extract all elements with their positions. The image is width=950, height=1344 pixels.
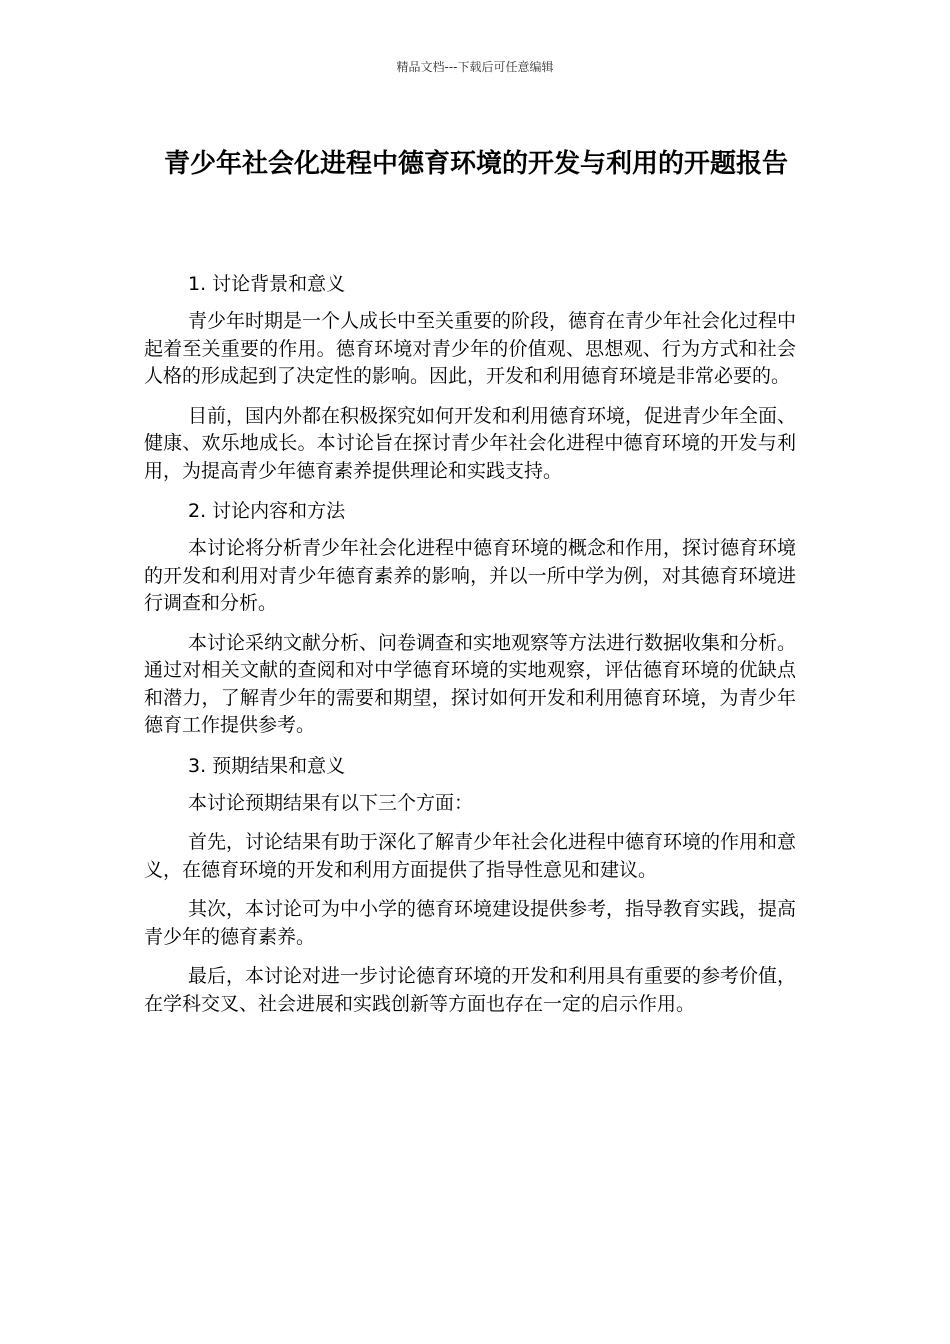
- paragraph: 本讨论将分析青少年社会化进程中德育环境的概念和作用，探讨德育环境的开发和利用对青少年德育素养的影响，并以一所中学为例，对其德育环境进行调查和分析。: [144, 537, 797, 614]
- section-heading: 2. 讨论内容和方法: [188, 500, 346, 522]
- paragraph: 首先，讨论结果有助于深化了解青少年社会化进程中德育环境的作用和意义，在德育环境的开发和利用方面提供了指导性意见和建议。: [144, 831, 797, 881]
- section-heading: 1. 讨论背景和意义: [188, 273, 346, 295]
- page-header-note: 精品文档---下载后可任意编辑: [396, 60, 554, 74]
- document-body: [144, 270, 796, 1030]
- section-content-methods: [144, 497, 796, 740]
- document-title: 青少年社会化进程中德育环境的开发与利用的开题报告: [163, 149, 788, 179]
- paragraph: 其次，本讨论可为中小学的德育环境建设提供参考，指导教育实践，提高青少年的德育素养。: [144, 898, 797, 948]
- paragraph: 本讨论采纳文献分析、问卷调查和实地观察等方法进行数据收集和分析。通过对相关文献的查阅和对中学德育环境的实地观察，评估德育环境的优缺点和潜力，了解青少年的需要和期望，探讨如何开发和利用德育环境，为青少年德育工作提供参考。: [144, 631, 797, 736]
- paragraph: 本讨论预期结果有以下三个方面：: [188, 791, 474, 814]
- paragraph: 青少年时期是一个人成长中至关重要的阶段，德育在青少年社会化过程中起着至关重要的作用。德育环境对青少年的价值观、思想观、行为方式和社会人格的形成起到了决定性的影响。因此，开发和利用德育环境是非常必要的。: [144, 310, 797, 387]
- paragraph: 最后，本讨论对进一步讨论德育环境的开发和利用具有重要的参考价值，在学科交叉、社会进展和实践创新等方面也存在一定的启示作用。: [144, 965, 797, 1015]
- section-expected-results: [144, 752, 796, 1019]
- paragraph: 目前，国内外都在积极探究如何开发和利用德育环境，促进青少年全面、健康、欢乐地成长。本讨论旨在探讨青少年社会化进程中德育环境的开发与利用，为提高青少年德育素养提供理论和实践支持。: [144, 404, 797, 482]
- section-heading: 3. 预期结果和意义: [188, 754, 346, 777]
- section-background: [144, 270, 796, 485]
